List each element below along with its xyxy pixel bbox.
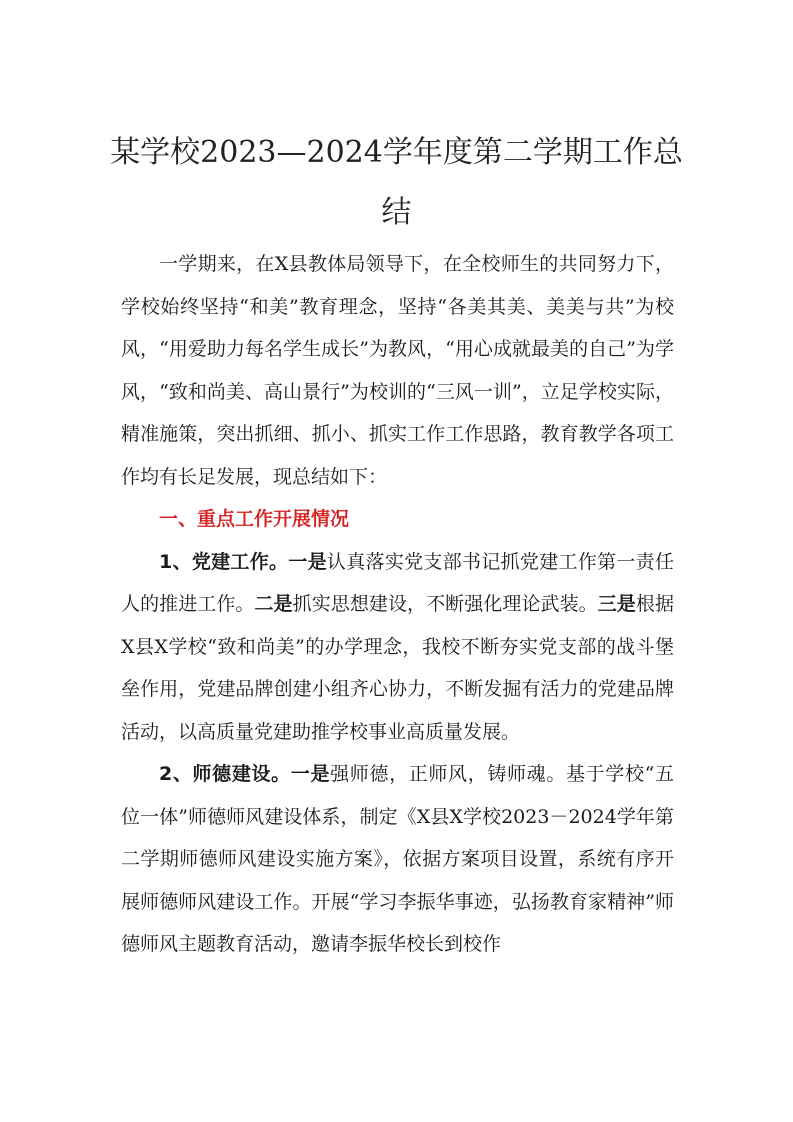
- point-text: 强师德，正师风，铸师魂。基于学校“五位一体”师德师风建设体系，制定《X县X学校2023－2024学年第二学期师德师风建设实施方案》，依据方案项目设置，系统有序开展师德师风建设工作。开展“学习李振华事迹，弘扬教育家精神”师德师风主题教育活动，邀请李振华校长到校作: [121, 763, 674, 955]
- item-party-building: [121, 541, 674, 754]
- title-line-1: 某学校2023—2024学年度第二学期工作总: [110, 135, 683, 170]
- item-teacher-ethics: [121, 753, 674, 966]
- document-body: [121, 243, 674, 966]
- point-text: 抓实思想建设，不断强化理论武装。: [292, 593, 598, 615]
- point-text: 认真落实党支部书记抓党建工作第一责任人的推进工作。: [121, 550, 674, 615]
- item-lead: 2、师德建设。: [159, 763, 291, 785]
- section-heading: 一、重点工作开展情况: [159, 508, 350, 530]
- intro-paragraph: 一学期来，在X县教体局领导下，在全校师生的共同努力下，学校始终坚持“和美”教育理念，坚持“各美其美、美美与共”为校风，“用爱助力每名学生成长”为教风，“用心成就最美的自己”为学风，“致和尚美、高山景行”为校训的“三风一训”，立足学校实际，精准施策，突出抓细、抓小、抓实工作工作思路，教育教学各项工作均有长足发展，现总结如下：: [121, 253, 674, 488]
- document-title: [100, 123, 693, 243]
- point-lead: 一是: [290, 763, 331, 785]
- point-lead: 三是: [597, 593, 636, 615]
- item-lead: 1、党建工作。: [159, 550, 289, 573]
- point-lead: 一是: [288, 550, 327, 573]
- title-line-2: 结: [381, 195, 412, 230]
- point-lead: 二是: [254, 593, 293, 615]
- point-text: 根据X县X学校“致和尚美”的办学理念，我校不断夯实党支部的战斗堡垒作用，党建品牌创建小组齐心协力，不断发掘有活力的党建品牌活动，以高质量党建助推学校事业高质量发展。: [121, 593, 674, 743]
